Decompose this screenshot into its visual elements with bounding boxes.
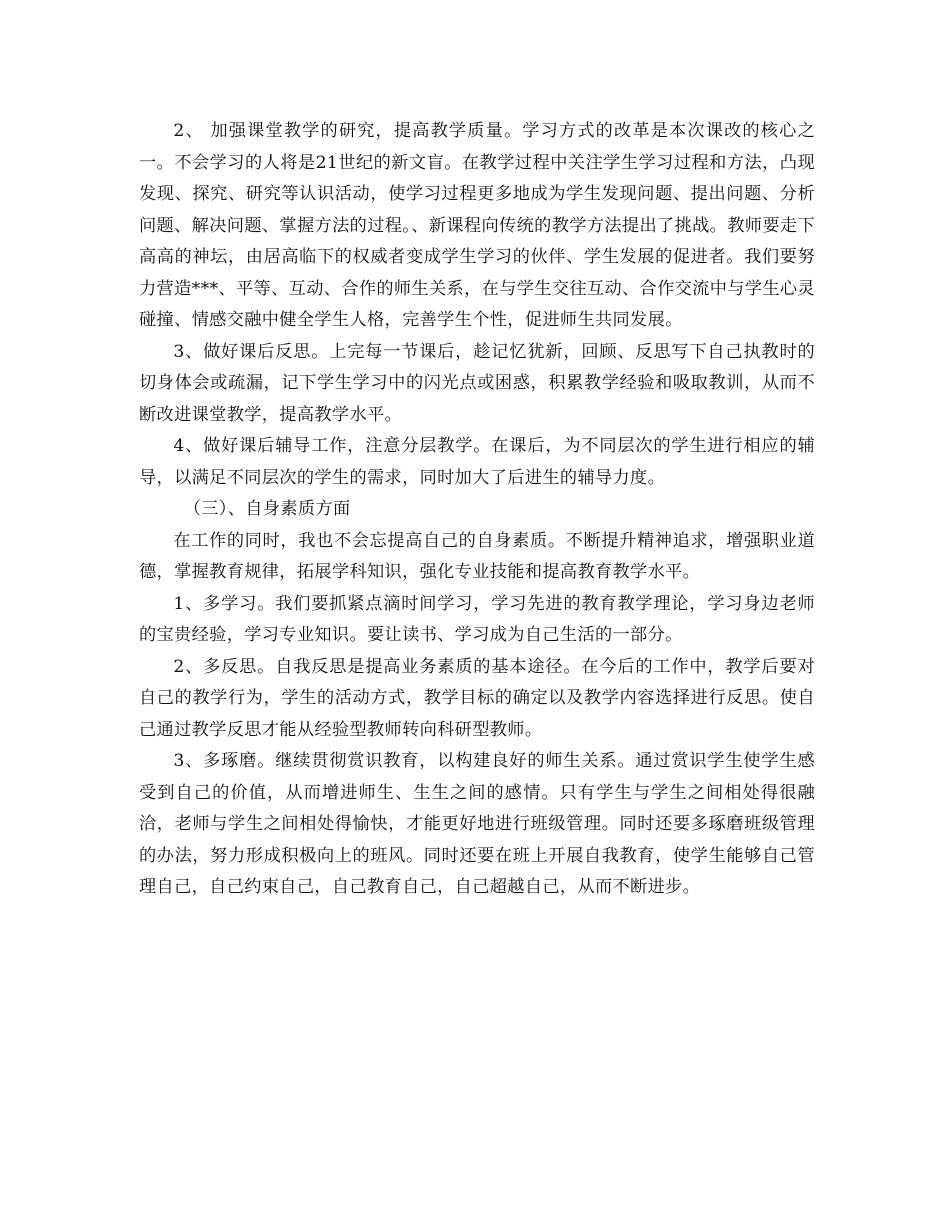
paragraph-more-study: 1、多学习。我们要抓紧点滴时间学习，学习先进的教育教学理论，学习身边老师的宝贵经验，学习专业知识。要让读书、学习成为自己生活的一部分。 [139, 593, 815, 645]
paragraph-after-class-reflection: 3、做好课后反思。上完每一节课后，趁记忆犹新，回顾、反思写下自己执教时的切身体会或疏漏，记下学生学习中的闪光点或困惑，积累教学经验和吸取教训，从而不断改进课堂教学，提高教学水平。 [139, 341, 815, 425]
paragraph-more-reflection: 2、多反思。自我反思是提高业务素质的基本途径。在今后的工作中，教学后要对自己的教学行为，学生的活动方式，教学目标的确定以及教学内容选择进行反思。使自己通过教学反思才能从经验型教师转向科研型教师。 [139, 656, 815, 740]
section-heading-self-quality: （三）、自身素质方面 [183, 499, 351, 519]
paragraph-self-quality-intro: 在工作的同时，我也不会忘提高自己的自身素质。不断提升精神追求，增强职业道德，掌握教育规律，拓展学科知识，强化专业技能和提高教育教学水平。 [139, 530, 815, 582]
paragraph-classroom-teaching: 2、 加强课堂教学的研究，提高教学质量。学习方式的改革是本次课改的核心之一。不会学习的人将是21世纪的新文盲。在教学过程中关注学生学习过程和方法，凸现发现、探究、研究等认识活动，使学习过程更多地成为学生发现问题、提出问题、分析问题、解决问题、掌握方法的过程。、新课程向传统的教学方法提出了挑战。教师要走下高高的神坛，由居高临下的权威者变成学生学习的伙伴、学生发展的促进者。我们要努力营造***、平等、互动、合作的师生关系，在与学生交往互动、合作交流中与学生心灵碰撞、情感交融中健全学生人格，完善学生个性，促进师生共同发展。 [139, 121, 815, 330]
paragraph-after-class-tutoring: 4、做好课后辅导工作，注意分层教学。在课后，为不同层次的学生进行相应的辅导，以满足不同层次的学生的需求，同时加大了后进生的辅导力度。 [139, 436, 815, 488]
document-body [139, 116, 815, 904]
paragraph-more-pondering: 3、多琢磨。继续贯彻赏识教育，以构建良好的师生关系。通过赏识学生使学生感受到自己的价值，从而增进师生、生生之间的感情。只有学生与学生之间相处得很融洽，老师与学生之间相处得愉快，才能更好地进行班级管理。同时还要多琢磨班级管理的办法，努力形成积极向上的班风。同时还要在班上开展自我教育，使学生能够自己管理自己，自己约束自己，自己教育自己，自己超越自己，从而不断进步。 [139, 751, 815, 897]
